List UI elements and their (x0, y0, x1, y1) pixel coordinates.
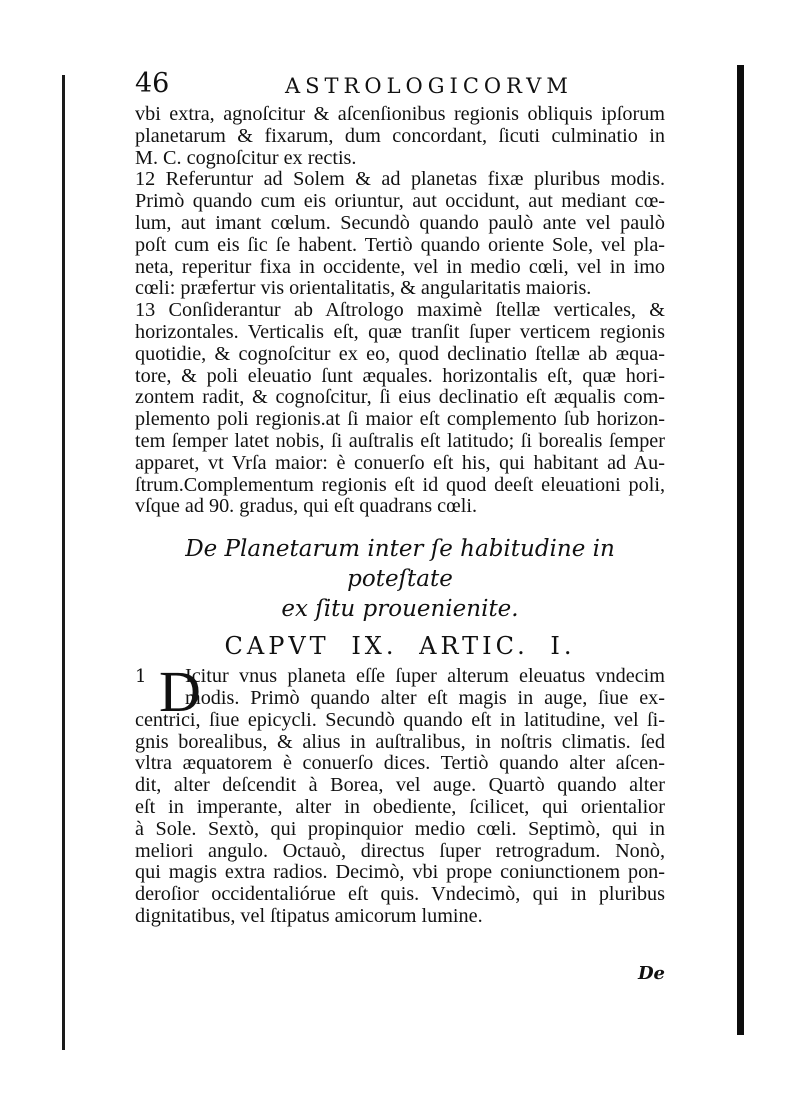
text-line: à Sole. Sextò, qui propinquior medio cœli. Septimò, qui in (135, 817, 665, 840)
paragraph-13 (135, 300, 665, 518)
section-heading-line: ex ſitu prouenienite. (281, 596, 519, 623)
text-line: Primò quando cum eis oriuntur, aut occidunt, aut mediant cœ- (135, 190, 665, 213)
scan-edge-right (737, 65, 744, 1035)
text-line: tem ſemper latet nobis, ſi auſtralis eſt latitudo; ſi borealis ſemper (135, 429, 665, 452)
text-line: dignitatibus, vel ſtipatus amicorum lumine. (135, 904, 483, 927)
text-line: dit, alter deſcendit à Borea, vel auge. Quartò quando alter (135, 774, 665, 797)
text-line: quotidie, & cognoſcitur ex eo, quod declinatio ſtellæ ab æqua- (135, 342, 665, 365)
text-line: Icitur vnus planeta eſſe ſuper alterum eleuatus vndecim (185, 665, 665, 688)
section-heading (135, 534, 665, 624)
text-line: centrici, ſiue epicycli. Secundò quando eſt in latitudine, vel ſi- (135, 708, 665, 731)
running-head (135, 70, 665, 104)
article-number: 1 (135, 666, 147, 688)
scan-edge-left (62, 75, 65, 1050)
text-line: tore, & poli eleuatio ſunt æquales. horizontalis eſt, quæ hori- (135, 364, 665, 387)
text-line: ſtrum.Complementum regionis eſt id quod deeſt eleuationi poli, (135, 473, 665, 496)
running-title: ASTROLOGICORVM (285, 74, 573, 98)
text-line: M. C. cognoſcitur ex rectis. (135, 146, 357, 169)
text-line: vltra æquatorem è conuerſo dices. Tertiò quando alter aſcen- (135, 752, 665, 775)
text-line: vſque ad 90. gradus, qui eſt quadrans cœli. (135, 495, 477, 518)
text-line: meliori angulo. Octauò, directus ſuper retrogradum. Nonò, (135, 839, 665, 862)
page-number: 46 (135, 68, 170, 99)
text-line: eſt in imperante, alter in obediente, ſcilicet, qui orientalior (135, 795, 665, 818)
chapter-heading: CAPVT IX. ARTIC. I. (224, 632, 576, 661)
drop-cap: D (159, 659, 201, 725)
section-heading-line: De Planetarum inter ſe habitudine in poteſtate (185, 536, 615, 593)
text-line: qui magis extra radios. Decimò, vbi prope coniunctionem pon- (135, 861, 665, 884)
text-line: lum, aut imant cœlum. Secundò quando paulò ante vel paulò (135, 211, 665, 234)
catchword: De (637, 963, 665, 984)
intro-text (135, 104, 665, 169)
paragraph-12 (135, 169, 665, 300)
article-1 (135, 659, 665, 928)
text-line: vbi extra, agnoſcitur & aſcenſionibus regionis obliquis ipſorum (135, 103, 665, 125)
text-line: 12 Referuntur ad Solem & ad planetas fixæ pluribus modis. (135, 168, 665, 191)
text-line: 13 Conſiderantur ab Aſtrologo maximè ſtellæ verticales, & (135, 299, 665, 322)
text-line: poſt cum eis ſic ſe habent. Tertiò quando oriente Sole, vel pla- (135, 233, 665, 256)
text-line: cœli: præfertur vis orientalitatis, & angularitatis maioris. (135, 277, 592, 300)
text-line: deroſior occidentaliórue eſt quis. Vndecimò, qui in pluribus (135, 883, 665, 906)
text-line: plemento poli regionis.at ſi maior eſt complemento ſub horizon- (135, 408, 665, 431)
text-line: apparet, vt Vrſa maior: è conuerſo eſt his, qui habitant ad Au- (135, 451, 665, 474)
text-line: planetarum & fixarum, dum concordant, ſicuti culminatio in (135, 124, 665, 147)
book-page (135, 68, 665, 984)
text-line: neta, reperitur fixa in occidente, vel in medio cœli, vel in imo (135, 255, 665, 278)
text-line: gnis borealibus, & alius in auſtralibus, in noſtris climatis. ſed (135, 730, 665, 753)
text-line: horizontales. Verticalis eſt, quæ tranſit ſuper verticem regionis (135, 320, 665, 343)
text-line: zontem radit, & cognoſcitur, ſi eius declinatio eſt æqualis com- (135, 386, 665, 409)
text-line: modis. Primò quando alter eſt magis in auge, ſiue ex- (185, 686, 665, 709)
